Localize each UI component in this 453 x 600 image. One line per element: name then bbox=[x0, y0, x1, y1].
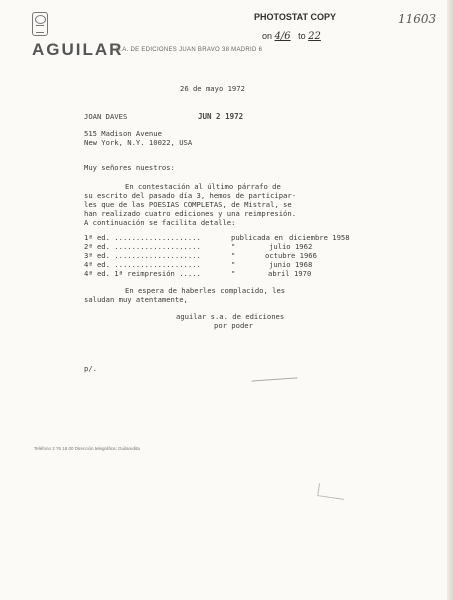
salutation: Muy señores nuestros: bbox=[84, 163, 175, 172]
edition-mark: " bbox=[231, 269, 236, 278]
edition-label: 4ª ed. 1ª reimpresión ..... bbox=[84, 269, 201, 278]
body-line: su escrito del pasado día 3, hemos de participar- bbox=[84, 191, 297, 200]
edition-date: julio 1962 bbox=[269, 242, 313, 251]
edition-mark: " bbox=[231, 251, 236, 260]
edition-date: junio 1968 bbox=[269, 260, 313, 269]
brand-name: AGUILAR bbox=[32, 40, 124, 59]
typist-initials: p/. bbox=[84, 364, 97, 373]
pencil-mark bbox=[317, 483, 346, 500]
edition-label: 2ª ed. .................... bbox=[84, 242, 201, 251]
edition-date: abril 1970 bbox=[268, 269, 312, 278]
footer-contact: Teléfono 2 76 18 00 Dirección telegráfica: Guilaredita bbox=[34, 446, 140, 451]
edition-date: octubre 1966 bbox=[265, 251, 317, 260]
publisher-logo-icon bbox=[32, 12, 48, 36]
closing-line: saludan muy atentamente, bbox=[84, 295, 188, 304]
addressee-street: 515 Madison Avenue bbox=[84, 129, 162, 138]
body-line: A continuación se facilita detalle: bbox=[84, 218, 236, 227]
sender-name: aguilar s.a. de ediciones bbox=[176, 312, 285, 321]
to-label: to bbox=[298, 31, 306, 41]
edition-mark: " bbox=[231, 260, 236, 269]
to-value: 22 bbox=[308, 31, 321, 42]
on-label: on bbox=[262, 31, 273, 41]
received-date-stamp: JUN 2 1972 bbox=[198, 112, 244, 121]
handwritten-signature bbox=[251, 363, 298, 381]
edition-mark: publicada en bbox=[231, 233, 283, 242]
addressee-name: JOAN DAVES bbox=[84, 112, 128, 121]
photostat-stamp: PHOTOSTAT COPY bbox=[254, 12, 337, 22]
addressee-city: New York, N.Y. 10022, USA bbox=[84, 138, 193, 147]
sender-proxy: por poder bbox=[214, 321, 253, 330]
company-address: S.A. DE EDICIONES JUAN BRAVO 38 MADRID 6 bbox=[116, 47, 263, 53]
body-line: les que de las POESIAS COMPLETAS, de Mistral, se bbox=[84, 200, 292, 209]
body-line: han realizado cuatro ediciones y una reimpresión. bbox=[84, 209, 297, 218]
edition-label: 1ª ed. .................... bbox=[84, 233, 201, 242]
edition-date: diciembre 1958 bbox=[289, 233, 350, 242]
closing-line: En espera de haberles complacido, les bbox=[125, 286, 286, 295]
page-edge bbox=[447, 0, 453, 600]
photostat-dates bbox=[262, 31, 321, 42]
letter-date: 26 de mayo 1972 bbox=[180, 84, 245, 93]
body-line: En contestación al último párrafo de bbox=[125, 182, 281, 191]
edition-label: 4ª ed. .................... bbox=[84, 260, 201, 269]
edition-mark: " bbox=[231, 242, 236, 251]
document-number: 11603 bbox=[398, 12, 437, 26]
on-value: 4/6 bbox=[274, 31, 291, 42]
edition-label: 3ª ed. .................... bbox=[84, 251, 201, 260]
